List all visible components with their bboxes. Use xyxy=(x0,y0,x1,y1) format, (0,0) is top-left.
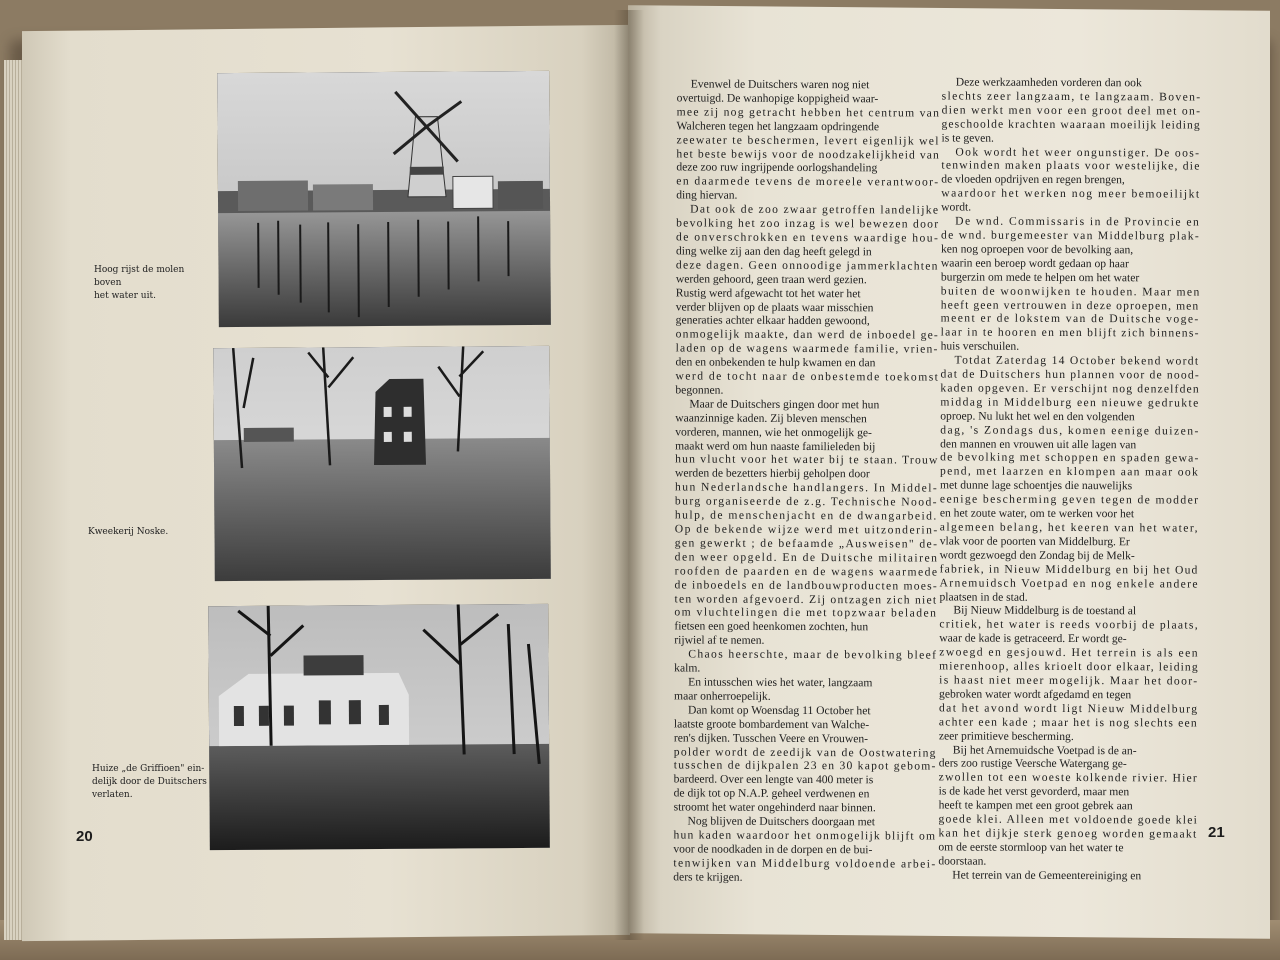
text-line: dien werkt men voor een groot deel met on- xyxy=(941,103,1202,118)
text-line: eenige bescherming geven tegen de modder xyxy=(939,492,1200,507)
paragraph xyxy=(941,145,1199,216)
text-line: Evenwel de Duitschers waren nog niet xyxy=(690,77,870,92)
text-line: De wnd. Commissaris in de Provincie en xyxy=(955,214,1201,229)
text-line: ders zoo rustige Veersche Watergang ge- xyxy=(938,756,1127,771)
text-line: pend, met laarzen en klompen aan maar ook xyxy=(940,464,1200,479)
text-line: en daarmede tevens de moreele verantwoor- xyxy=(676,174,940,189)
text-line: heeft te kampen met een groot gebrek aan xyxy=(938,798,1133,813)
text-line: mierenhoop, alles krioelt door elkaar, leiding xyxy=(939,659,1199,674)
text-line: tusschen de dijkpalen 23 en 30 kapot gebom- xyxy=(673,758,937,773)
text-line: dat het avond wordt ligt Nieuw Middelburg xyxy=(938,701,1199,716)
text-line: met dunne lage schoentjes die nauwelijks xyxy=(939,478,1133,493)
text-line: En intusschen wies het water, langzaam xyxy=(688,675,873,690)
text-line: middag in Middelburg een nieuwe gedrukte xyxy=(940,395,1200,410)
text-line: kalm. xyxy=(674,661,701,675)
text-line: dat de Duitschers hun plannen voor de nood- xyxy=(940,367,1200,382)
paragraph xyxy=(676,77,939,203)
text-line: waardoor het werken nog meer bemoeilijkt xyxy=(941,186,1201,201)
text-line: Deze werkzaamheden vorderen dan ook xyxy=(955,75,1142,90)
text-line: Dat ook de zoo zwaar getroffen landelijke xyxy=(690,202,940,217)
text-line: bardeerd. Over een lengte van 400 meter is xyxy=(673,772,874,787)
text-line: den weer opgeld. En de Duitsche militairen xyxy=(674,550,939,565)
text-line: rijwiel af te nemen. xyxy=(674,633,765,648)
text-line: ren's dijken. Tusschen Veere en Vrouwen- xyxy=(673,731,869,745)
text-line: laar in te hooren en men blijft zich binnens- xyxy=(940,325,1200,340)
text-line: vlak voor de poorten van Middelburg. Er xyxy=(939,534,1130,549)
text-line: de wnd. burgemeester van Middelburg plak- xyxy=(941,228,1201,243)
text-line: Totdat Zaterdag 14 October bekend wordt xyxy=(954,353,1200,368)
text-line: oproep. Nu lukt het wel en den volgenden xyxy=(940,409,1135,424)
text-line: is haast niet meer mogelijk. Maar het door- xyxy=(939,673,1199,688)
photo-griffioen-flood xyxy=(208,604,550,850)
text-line: polder wordt de zeedijk van de Oostwatering xyxy=(673,744,937,760)
paragraph xyxy=(675,203,938,399)
text-line: ding hiervan. xyxy=(676,188,738,202)
text-line: burg organiseerde de z.g. Technische Nood- xyxy=(674,494,939,509)
text-line: gen gewerkt ; de befaamde „Ausweisen" de- xyxy=(674,536,939,551)
text-line: deze dagen. Geen onnoodige jammerklachten xyxy=(675,258,939,273)
text-line: hun vlucht voor het water bij te staan. Trouw xyxy=(675,452,939,468)
text-line: Maar de Duitschers gingen door met hun xyxy=(689,397,880,412)
text-line: de dijk tot op N.A.P. geheel verdwenen en xyxy=(673,786,870,801)
text-line: de vloeden opdrijven en regen brengen, xyxy=(941,172,1125,187)
text-line: gebroken water wordt afgedamd en tegen xyxy=(939,687,1132,702)
caption-kweekerij xyxy=(88,526,208,539)
text-line: en het zoute water, om te werken voor het xyxy=(939,506,1135,521)
text-line: waar de kade is getraceerd. Er wordt ge- xyxy=(939,631,1127,646)
caption-line: Huize „de Griffioen" ein- xyxy=(92,764,205,774)
text-line: om vluchtelingen die met topzwaar beladen xyxy=(674,605,938,621)
text-line: werd de tocht naar de onbestemde toekomst xyxy=(675,369,940,384)
text-line: zeer primitieve bescherming. xyxy=(938,729,1074,743)
text-line: Rustig werd afgewacht tot het water het xyxy=(675,286,861,300)
text-line: stroomt het water ongehinderd naar binnen. xyxy=(673,800,876,815)
text-line: hun Nederlandsche handlangers. In Middel- xyxy=(674,480,939,495)
text-line: ken nog oproepen voor de bevolking aan, xyxy=(940,242,1134,257)
photo-kweekerij-flood xyxy=(213,346,551,581)
text-line: waanzinnige kaden. Zij bleven menschen xyxy=(675,411,867,426)
text-line: Op de bekende wijze werd met uitzonderin- xyxy=(674,522,939,537)
paragraph xyxy=(941,215,1200,355)
text-line: zwoegd en gesjouwd. Het terrein is als een xyxy=(939,645,1200,660)
caption-line: het water uit. xyxy=(94,291,156,301)
text-line: critiek, het water is reeds voorbij de plaats, xyxy=(939,617,1199,632)
text-line: maar onherroepelijk. xyxy=(674,689,771,703)
paragraph xyxy=(674,397,937,648)
paragraph xyxy=(673,814,935,885)
text-line: tenwinden maken plaats voor westelijke, die xyxy=(941,158,1201,174)
text-line: den mannen en vrouwen uit alle lagen van xyxy=(940,437,1137,451)
text-line: is te geven. xyxy=(941,131,995,145)
text-line: dag, 's Zondags dus, komen eenige duizen- xyxy=(940,423,1200,438)
text-line: geschoolde krachten waaraan moeilijk leiding xyxy=(941,117,1201,132)
paragraph xyxy=(938,868,1196,883)
text-line: Ook wordt het weer ongunstiger. De oos- xyxy=(955,145,1201,160)
text-line: generaties achter elkaar hadden gewoond, xyxy=(675,313,870,328)
text-column-1 xyxy=(673,77,939,885)
text-line: voor de noodkaden in de dorpen en de bui- xyxy=(673,842,873,857)
page-number-left: 20 xyxy=(76,828,93,845)
text-line: tenwijken van Middelburg voldoende arbei- xyxy=(673,856,937,871)
text-line: burgerzin om mede te helpen om het water xyxy=(940,270,1140,284)
text-line: heeft geen vertrouwen in deze oproepen, men xyxy=(940,297,1200,313)
text-line: waarin een beroep wordt gedaan op haar xyxy=(940,256,1129,271)
text-line: de onverschrokken en tevens waardige hou- xyxy=(676,230,940,245)
text-line: laatste groote bombardement van Walche- xyxy=(673,717,870,731)
text-line: fabriek, in Nieuw Middelburg en bij het Oud xyxy=(939,562,1199,577)
text-line: Bij het Arnemuidsche Voetpad is de an- xyxy=(952,742,1137,757)
page-number-right: 21 xyxy=(1208,824,1225,841)
text-line: kaden opgeven. Er verschijnt nog denzelfden xyxy=(940,381,1200,396)
text-line: Nog blijven de Duitschers doorgaan met xyxy=(687,814,876,829)
text-line: doorstaan. xyxy=(938,854,987,868)
caption-griffioen xyxy=(92,763,207,802)
text-line: wordt gezwoegd den Zondag bij de Melk- xyxy=(939,548,1135,563)
paragraph xyxy=(674,703,936,815)
text-line: Arnemuidsch Voetpad en nog enkele andere xyxy=(939,576,1199,591)
text-line: bevolking het zoo inzag is wel bewezen door xyxy=(676,216,940,231)
text-line: begonnen. xyxy=(675,383,724,397)
text-line: slechts zeer langzaam, te langzaam. Boven- xyxy=(941,89,1202,104)
text-line: deze zoo ruw ingrijpende oorlogshandeling xyxy=(676,160,878,175)
book-gutter xyxy=(614,10,644,940)
caption-line: delijk door de Duitschers xyxy=(92,777,207,787)
text-line: verder blijven op de plaats waar misschien xyxy=(675,299,874,314)
photo-windmill-flood xyxy=(217,71,551,327)
text-line: de inboedels en de landbouwproducten moes- xyxy=(674,578,938,593)
text-line: hun kaden waardoor het onmogelijk blijft om xyxy=(673,828,937,843)
paragraph xyxy=(939,604,1198,744)
text-line: buiten de woonwijken te houden. Maar men xyxy=(940,284,1201,299)
text-line: achter een kade ; maar het is nog slechts een xyxy=(938,715,1198,730)
text-line: maakt werd om hun naaste familieleden bij xyxy=(675,438,876,453)
text-line: fietsen een goed heenkomen zochten, hun xyxy=(674,619,869,634)
caption-line: verlaten. xyxy=(92,790,133,800)
text-line: de bevolking met schoppen en spaden gewa- xyxy=(940,450,1200,466)
text-line: mee zij nog getracht hebben het centrum van xyxy=(676,105,941,120)
paragraph xyxy=(674,648,936,677)
caption-windmill xyxy=(94,264,214,303)
text-line: algemeen belang, het keeren van het water, xyxy=(939,520,1200,535)
text-line: werden gehoord, geen traan werd gezien. xyxy=(675,272,867,286)
text-line: den en onbekenden te hulp kwamen en dan xyxy=(675,355,876,370)
paragraph xyxy=(941,75,1202,146)
text-line: onmogelijk maakte, dan werd de inboedel ge- xyxy=(675,327,939,342)
text-line: plaatsen in de stad. xyxy=(939,589,1028,604)
text-line: vorderen, mannen, wie het onmogelijk ge- xyxy=(675,425,872,439)
text-line: werden de bezetters hierbij geholpen door xyxy=(675,466,870,481)
paragraph xyxy=(938,743,1197,869)
text-line: Walcheren tegen het langzaam opdringende xyxy=(676,119,880,134)
text-line: het beste bewijs voor de noodzakelijkheid van xyxy=(676,146,940,162)
text-line: hulp, de menschenjacht en de dwangarbeid. xyxy=(674,508,938,523)
text-line: meent er de lokstem van de Duitsche voge- xyxy=(940,311,1200,326)
text-line: laden op de wagens waarmede familie, vrien- xyxy=(675,341,939,356)
text-line: huis verschuilen. xyxy=(940,339,1020,353)
paragraph xyxy=(939,354,1198,605)
caption-line: Kweekerij Noske. xyxy=(88,527,169,537)
text-column-2 xyxy=(938,75,1200,883)
text-line: Bij Nieuw Middelburg is de toestand al xyxy=(953,603,1137,618)
text-line: ding welke zij aan den dag heeft gelegd in xyxy=(675,244,872,259)
caption-line: Hoog rijst de molen boven xyxy=(94,265,185,288)
text-line: zwollen tot een woeste kolkende rivier. Hier xyxy=(938,770,1199,785)
paragraph xyxy=(674,675,936,704)
text-line: wordt. xyxy=(941,200,972,214)
text-line: ten worden afgevoerd. Zij ontzagen zich niet xyxy=(674,591,938,607)
text-line: Chaos heerschte, maar de bevolking bleef xyxy=(688,647,938,662)
text-line: goede klei. Alleen met voldoende goede klei xyxy=(938,812,1199,827)
text-line: roofden de paarden en de wagens waarmede xyxy=(674,564,939,579)
text-line: ders te krijgen. xyxy=(673,870,743,884)
text-line: Dan komt op Woensdag 11 October het xyxy=(687,703,871,718)
text-line: is de kade het verst gevorderd, maar men xyxy=(938,784,1130,799)
text-line: om de eerste stormloop van het water te xyxy=(938,840,1124,855)
text-line: zeewater te beschermen, levert eigenlijk wel xyxy=(676,133,940,148)
text-line: Het terrein van de Gemeentereiniging en xyxy=(952,868,1142,882)
text-line: overtuigd. De wanhopige koppigheid waar- xyxy=(676,91,879,106)
text-line: kan het dijkje sterk genoeg worden gemaakt xyxy=(938,826,1198,841)
